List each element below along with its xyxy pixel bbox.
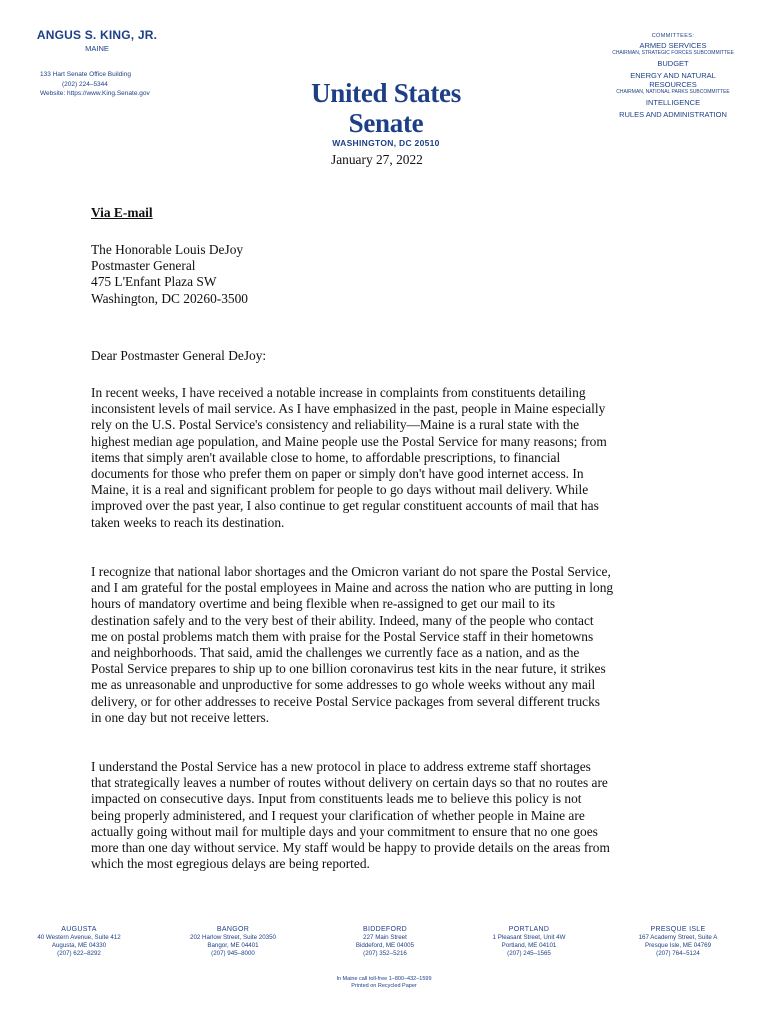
office-augusta <box>4 926 154 958</box>
office-town: Portland, ME 04101 <box>501 942 557 949</box>
office-address: 40 Western Avenue, Suite 412 <box>37 934 121 941</box>
office-town: Presque Isle, ME 04769 <box>644 942 712 949</box>
senator-website: Website: https://www.King.Senate.gov <box>40 90 150 97</box>
office-city: PORTLAND <box>508 926 550 933</box>
committee-armed-services: ARMED SERVICES <box>639 41 707 50</box>
senator-phone: (202) 224–5344 <box>62 80 108 88</box>
office-biddeford <box>310 926 460 958</box>
senator-contact <box>40 70 220 99</box>
office-town: Biddeford, ME 04005 <box>355 942 415 949</box>
office-town: Augusta, ME 04330 <box>51 942 107 949</box>
office-phone: (207) 945–8000 <box>211 950 255 957</box>
recipient-line: Postmaster General <box>91 258 196 274</box>
office-city: BIDDEFORD <box>363 926 407 933</box>
office-address: 202 Harlow Street, Suite 20350 <box>190 934 276 941</box>
senator-name: ANGUS S. KING, JR. <box>36 28 158 42</box>
office-phone: (207) 622–8292 <box>57 950 101 957</box>
letter-date: January 27, 2022 <box>331 152 423 167</box>
recycled-paper-note: Printed on Recycled Paper <box>351 983 417 989</box>
letterhead-masthead <box>276 78 496 148</box>
committee-energy: ENERGY AND NATURAL RESOURCES <box>630 71 716 89</box>
delivery-method: Via E-mail <box>91 205 153 220</box>
footer-note <box>284 976 484 990</box>
senate-title: United States Senate <box>311 78 461 138</box>
senate-city: WASHINGTON, DC 20510 <box>332 138 440 148</box>
toll-free-number: In Maine call toll-free 1–800–432–1599 <box>336 976 432 982</box>
committees-block <box>600 33 746 119</box>
senator-state: MAINE <box>85 44 109 53</box>
recipient-address <box>91 242 248 307</box>
body-paragraph: In recent weeks, I have received a notable increase in complaints from constituents detailing inconsistent levels of mail service. As I have emphasized in the past, people in Maine especially rely on the U.S. Postal Service's consistency and reliability—Maine is a rural state with the highest median age population, and Maine people use the Postal Service for many reasons; from items that simply aren't available close to home, to affordable prescriptions, to financial documents for those who prefer them on paper or simply don't have good internet access. In Maine, it is a real and significant problem for people to go days without mail delivery. While improved over the past year, I also continue to get regular constituent accounts of mail that has taken weeks to reach its destination. <box>91 385 607 530</box>
office-town: Bangor, ME 04401 <box>207 942 259 949</box>
senator-block <box>0 28 194 53</box>
committee-energy-sub: CHAIRMAN, NATIONAL PARKS SUBCOMMITTEE <box>616 89 730 95</box>
office-phone: (207) 764–5124 <box>656 950 700 957</box>
office-phone: (207) 245–1565 <box>507 950 551 957</box>
office-presque-isle <box>603 926 753 958</box>
office-address: 1 Pleasant Street, Unit 4W <box>492 934 566 941</box>
office-city: PRESQUE ISLE <box>650 926 706 933</box>
committee-armed-services-sub: CHAIRMAN, STRATEGIC FORCES SUBCOMMITTEE <box>612 50 734 56</box>
office-city: BANGOR <box>216 926 250 933</box>
office-portland <box>454 926 604 958</box>
committee-budget: BUDGET <box>657 59 689 68</box>
office-phone: (207) 352–5216 <box>363 950 407 957</box>
salutation: Dear Postmaster General DeJoy: <box>91 348 267 363</box>
body-paragraph: I recognize that national labor shortages and the Omicron variant do not spare the Postal Service, and I am grateful for the postal employees in Maine and across the nation who are putting in long hours of mandatory overtime and being flexible when re-assigned to get our mail to its destination safely and to the very best of their ability. Indeed, many of the people who contact me on postal problems match them with praise for the Postal Service staff in their hometowns and neighborhoods. That said, amid the challenges we currently face as a nation, and as the Postal Service prepares to ship up to one billion coronavirus test kits in the near future, it strikes me as unreasonable and unproductive for some addresses to go whole weeks without any mail delivery, or for other addresses to receive Postal Service packages from several different trucks in one day but not receive letters. <box>91 564 614 725</box>
committees-heading: COMMITTEES: <box>651 33 695 39</box>
office-city: AUGUSTA <box>61 926 97 933</box>
committee-rules: RULES AND ADMINISTRATION <box>619 110 727 119</box>
senator-office-address: 133 Hart Senate Office Building <box>40 71 131 78</box>
office-address: 227 Main Street <box>363 934 407 941</box>
committee-intelligence: INTELLIGENCE <box>645 98 701 107</box>
office-bangor <box>158 926 308 958</box>
recipient-line: 475 L'Enfant Plaza SW <box>91 274 217 290</box>
recipient-line: The Honorable Louis DeJoy <box>91 242 244 257</box>
recipient-line: Washington, DC 20260-3500 <box>91 290 248 306</box>
office-address: 167 Academy Street, Suite A <box>638 934 718 941</box>
body-paragraph: I understand the Postal Service has a new protocol in place to address extreme staff shortages that strategically leaves a number of routes without delivery on certain days so that no routes are impacted on consecutive days. Input from constituents leads me to believe this policy is not being properly administered, and I request your clarification of whether people in Maine are actually going without mail for multiple days and your commitment to ensure that no one goes more than one day without service. My staff would be happy to provide details on the areas from which the most egregious delays are being reported. <box>91 759 610 872</box>
